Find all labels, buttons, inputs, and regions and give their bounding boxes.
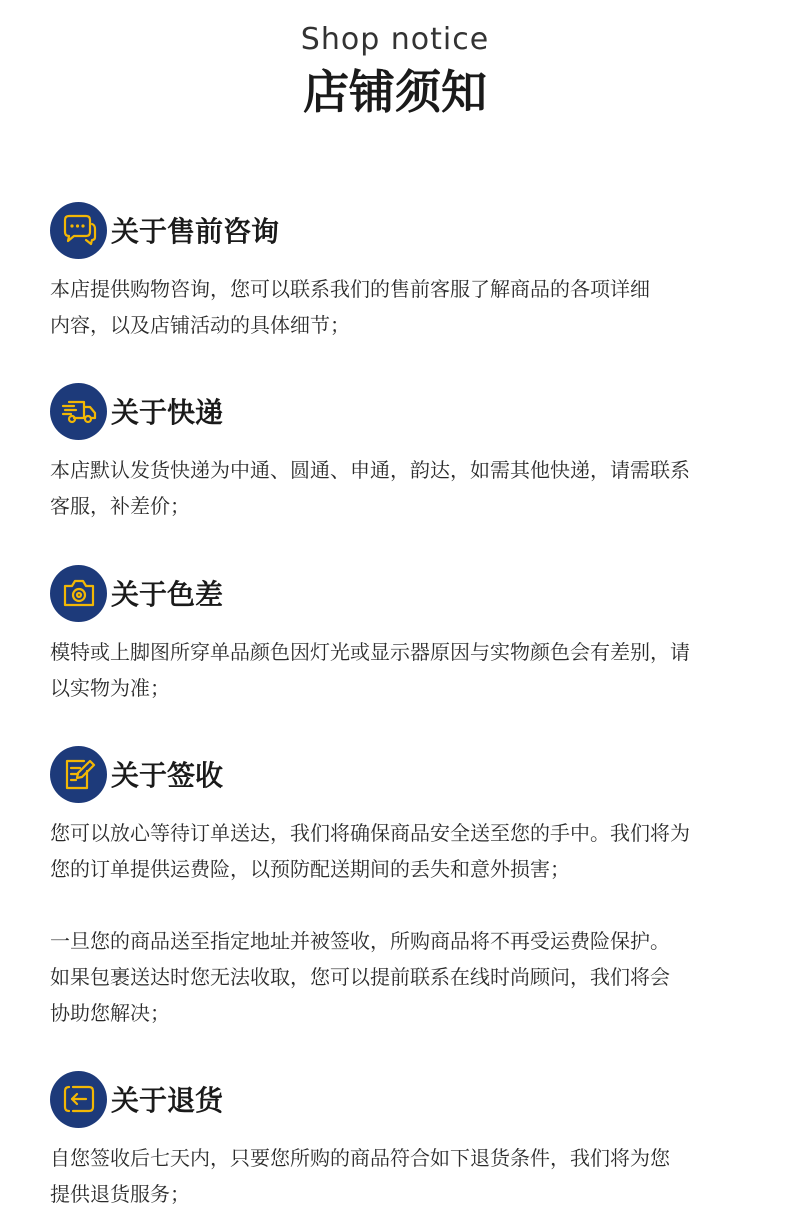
paragraph bbox=[50, 923, 750, 1031]
section-presale-consulting bbox=[50, 201, 750, 343]
paragraph bbox=[50, 634, 750, 706]
camera-icon bbox=[50, 565, 107, 622]
text-line: 一旦您的商品送至指定地址并被签收，所购商品将不再受运费险保护。 bbox=[50, 929, 670, 953]
text-line: 内容，以及店铺活动的具体细节； bbox=[50, 313, 350, 337]
section-title: 关于退货 bbox=[111, 1084, 224, 1117]
chat-bubble-icon bbox=[50, 202, 107, 259]
text-line: 以实物为准； bbox=[50, 676, 170, 700]
text-line: 本店默认发货快递为中通、圆通、申通，韵达，如需其他快递，请需联系 bbox=[50, 458, 690, 482]
section-body bbox=[50, 815, 750, 1031]
section-header bbox=[50, 1070, 750, 1128]
section-body bbox=[50, 634, 750, 706]
section-sign-for-delivery bbox=[50, 745, 750, 1031]
text-line: 协助您解决； bbox=[50, 1001, 170, 1025]
section-title: 关于售前咨询 bbox=[111, 215, 280, 248]
section-title: 关于快递 bbox=[111, 396, 224, 429]
text-line: 模特或上脚图所穿单品颜色因灯光或显示器原因与实物颜色会有差别，请 bbox=[50, 640, 690, 664]
delivery-truck-icon bbox=[50, 383, 107, 440]
section-header bbox=[50, 201, 750, 259]
text-line: 自您签收后七天内，只要您所购的商品符合如下退货条件，我们将为您 bbox=[50, 1146, 670, 1170]
section-title: 关于签收 bbox=[111, 759, 224, 792]
text-line: 提供退货服务； bbox=[50, 1182, 190, 1206]
paragraph bbox=[50, 1140, 750, 1212]
text-line: 本店提供购物咨询，您可以联系我们的售前客服了解商品的各项详细 bbox=[50, 277, 650, 301]
page-title: 店铺须知 bbox=[303, 65, 487, 119]
paragraph bbox=[50, 271, 750, 343]
section-header bbox=[50, 745, 750, 803]
section-header bbox=[50, 564, 750, 622]
paragraph bbox=[50, 815, 750, 887]
return-arrow-icon bbox=[50, 1071, 107, 1128]
edit-document-icon bbox=[50, 746, 107, 803]
section-color-difference bbox=[50, 564, 750, 706]
section-returns bbox=[50, 1070, 750, 1212]
text-line: 客服，补差价； bbox=[50, 494, 190, 518]
section-body bbox=[50, 271, 750, 343]
section-body bbox=[50, 1140, 750, 1212]
subtitle-english: Shop notice bbox=[300, 22, 490, 57]
text-line: 您可以放心等待订单送达，我们将确保商品安全送至您的手中。我们将为 bbox=[50, 821, 690, 845]
section-body bbox=[50, 452, 750, 524]
page-header bbox=[0, 20, 790, 122]
section-header bbox=[50, 382, 750, 440]
text-line: 如果包裹送达时您无法收取，您可以提前联系在线时尚顾问，我们将会 bbox=[50, 965, 670, 989]
paragraph bbox=[50, 452, 750, 524]
section-shipping bbox=[50, 382, 750, 524]
section-title: 关于色差 bbox=[111, 578, 224, 611]
text-line: 您的订单提供运费险，以预防配送期间的丢失和意外损害； bbox=[50, 857, 570, 881]
